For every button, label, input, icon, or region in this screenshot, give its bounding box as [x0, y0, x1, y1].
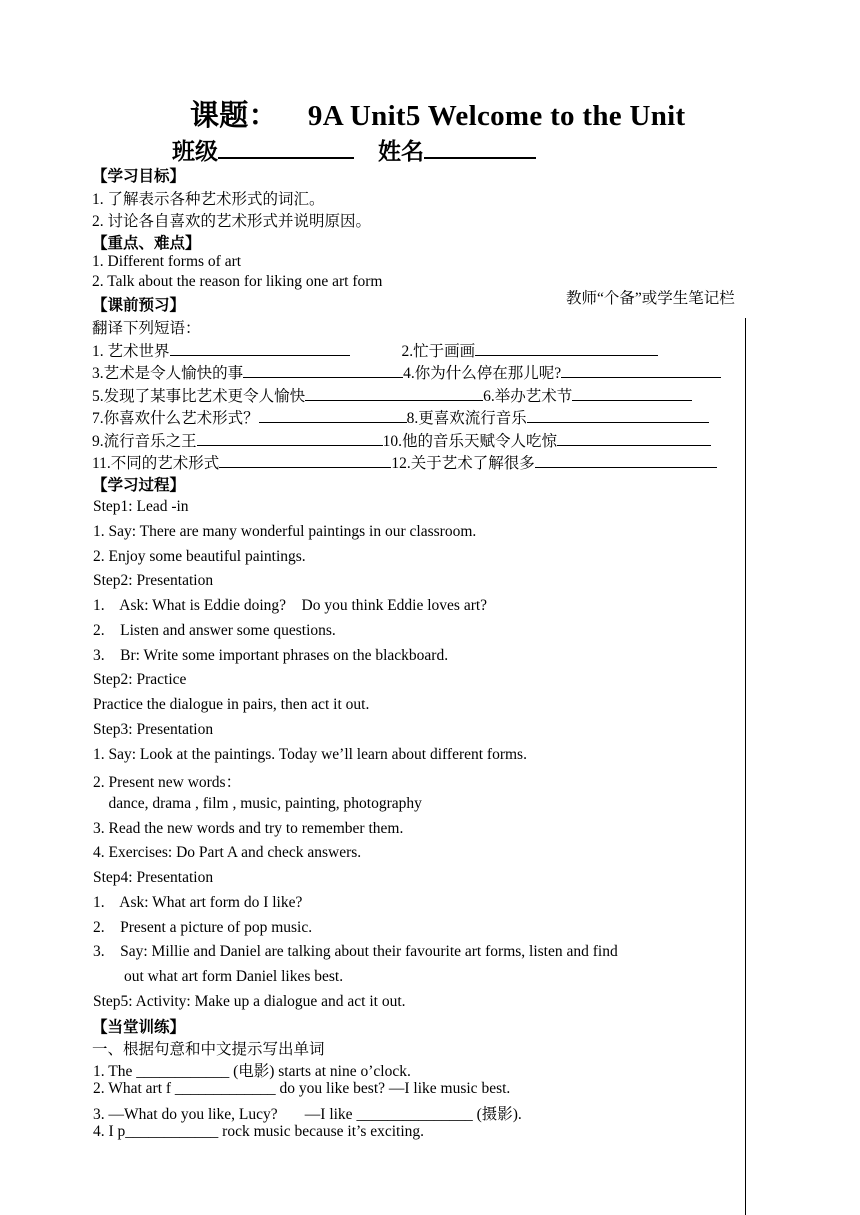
answer-blank[interactable]: [305, 386, 483, 401]
process-line: Practice the dialogue in pairs, then act it out.: [93, 696, 370, 713]
key-point-item: 1. Different forms of art: [92, 253, 242, 270]
preview-row: [92, 339, 658, 361]
answer-blank[interactable]: [259, 408, 407, 423]
phrase-prompt: 6.举办艺术节: [483, 388, 573, 405]
process-line: 3. Br: Write some important phrases on the blackboard.: [93, 647, 449, 664]
answer-blank[interactable]: [572, 386, 692, 401]
practice-item: 2. What art f _____________ do you like best? —I like music best.: [93, 1080, 511, 1097]
class-name-line: [172, 133, 536, 166]
title-prefix: 课题：: [190, 100, 278, 132]
process-heading: 【学习过程】: [92, 476, 186, 494]
answer-blank[interactable]: [535, 453, 717, 468]
side-note-label: 教师“个备”或学生笔记栏: [566, 290, 735, 307]
key-point-item: 2. Talk about the reason for liking one art form: [92, 273, 383, 290]
class-label: 班级: [172, 139, 218, 164]
phrase-prompt: 3.艺术是令人愉快的事: [92, 365, 244, 382]
practice-heading: 【当堂训练】: [92, 1018, 186, 1036]
phrase-prompt: 12.关于艺术了解很多: [391, 455, 535, 472]
process-line: 1. Ask: What art form do I like?: [93, 894, 303, 911]
name-blank[interactable]: [424, 137, 536, 159]
answer-blank[interactable]: [197, 431, 383, 446]
practice-item: 3. —What do you like, Lucy? —I like _______________ (摄影).: [93, 1106, 522, 1123]
answer-blank[interactable]: [475, 341, 658, 356]
name-label: 姓名: [378, 139, 424, 164]
process-line: 1. Ask: What is Eddie doing? Do you think Eddie loves art?: [93, 597, 488, 614]
practice-subheading: 一、根据句意和中文提示写出单词: [92, 1041, 325, 1058]
process-line: 2. Present a picture of pop music.: [93, 919, 313, 936]
process-line: 1. Say: There are many wonderful paintings in our classroom.: [93, 523, 477, 540]
phrase-prompt: 7.你喜欢什么艺术形式？: [92, 410, 259, 427]
process-line: 3. Say: Millie and Daniel are talking about their favourite art forms, listen and find: [93, 943, 618, 960]
process-line: Step5: Activity: Make up a dialogue and act it out.: [93, 993, 406, 1010]
phrase-prompt: 10.他的音乐天赋令人吃惊: [382, 433, 558, 450]
answer-blank[interactable]: [219, 453, 391, 468]
process-line: dance, drama , film , music, painting, photography: [93, 795, 422, 812]
notes-column-divider: [745, 318, 746, 1215]
key-points-heading: 【重点、难点】: [92, 234, 201, 252]
process-line: Step3: Presentation: [93, 721, 214, 738]
practice-item: 1. The ____________ (电影) starts at nine o’clock.: [93, 1063, 411, 1080]
phrase-prompt: 2.忙于画画: [401, 343, 476, 360]
process-line: 1. Say: Look at the paintings. Today we’ll learn about different forms.: [93, 746, 527, 763]
phrase-prompt: 1. 艺术世界: [92, 343, 170, 360]
goals-heading: 【学习目标】: [92, 167, 186, 185]
preview-heading: 【课前预习】: [92, 296, 186, 314]
preview-instruction: 翻译下列短语：: [92, 320, 201, 337]
process-line: Step2: Presentation: [93, 572, 214, 589]
practice-item: 4. I p____________ rock music because it’s exciting.: [93, 1123, 425, 1140]
process-line: 2. Present new words：: [93, 774, 242, 791]
preview-row: [92, 406, 709, 428]
lesson-title: [190, 93, 686, 134]
phrase-prompt: 8.更喜欢流行音乐: [406, 410, 527, 427]
phrase-prompt: 4.你为什么停在那儿呢?: [403, 365, 562, 382]
phrase-prompt: 9.流行音乐之王: [92, 433, 197, 450]
goal-item: 1. 了解表示各种艺术形式的词汇。: [92, 191, 325, 208]
process-line: Step4: Presentation: [93, 869, 214, 886]
goal-item: 2. 讨论各自喜欢的艺术形式并说明原因。: [92, 213, 372, 230]
process-line: 4. Exercises: Do Part A and check answers.: [93, 844, 362, 861]
answer-blank[interactable]: [527, 408, 709, 423]
preview-row: [92, 429, 711, 451]
title-main: 9A Unit5 Welcome to the Unit: [307, 100, 686, 132]
process-line: 2. Enjoy some beautiful paintings.: [93, 548, 306, 565]
answer-blank[interactable]: [243, 363, 403, 378]
class-blank[interactable]: [218, 137, 354, 159]
answer-blank[interactable]: [561, 363, 721, 378]
preview-row: [92, 361, 721, 383]
process-line: 3. Read the new words and try to remember them.: [93, 820, 404, 837]
preview-row: [92, 451, 717, 473]
process-line: Step2: Practice: [93, 671, 187, 688]
answer-blank[interactable]: [170, 341, 350, 356]
preview-row: [92, 384, 692, 406]
phrase-prompt: 5.发现了某事比艺术更令人愉快: [92, 388, 306, 405]
process-line: Step1: Lead -in: [93, 498, 189, 515]
phrase-prompt: 11.不同的艺术形式: [92, 455, 220, 472]
answer-blank[interactable]: [557, 431, 711, 446]
process-line: out what art form Daniel likes best.: [93, 968, 344, 985]
process-line: 2. Listen and answer some questions.: [93, 622, 336, 639]
